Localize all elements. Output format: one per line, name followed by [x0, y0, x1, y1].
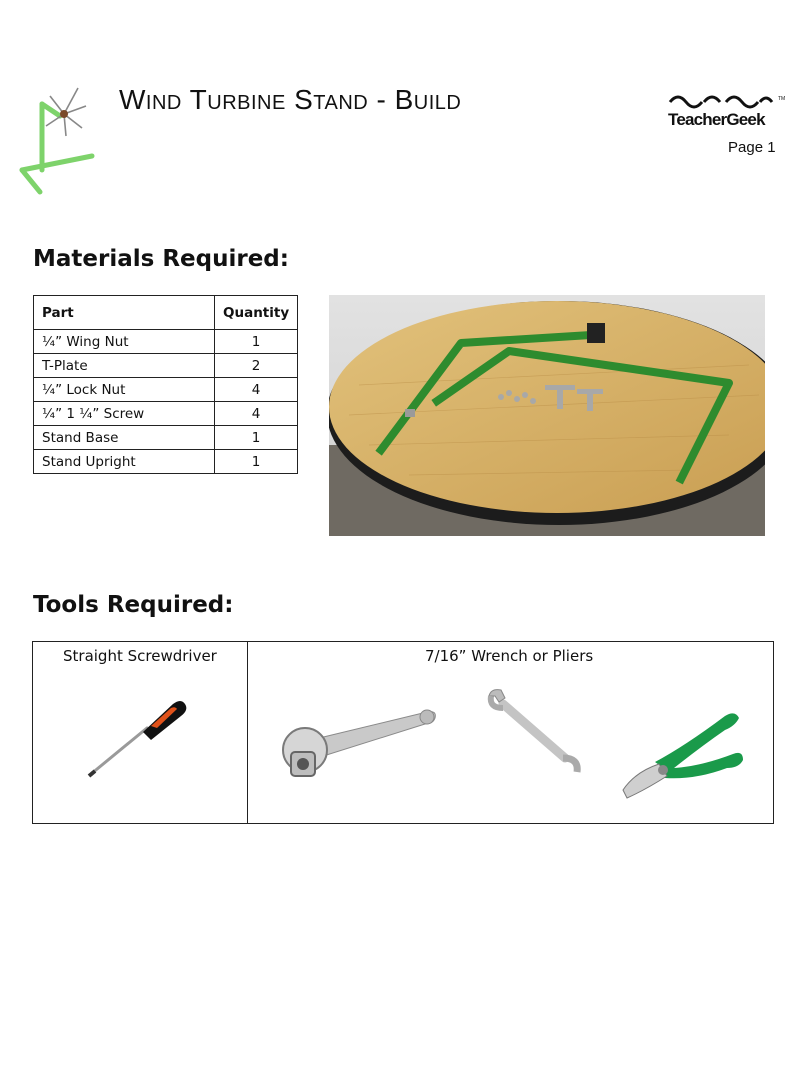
svg-text:TeacherGeek: TeacherGeek	[668, 110, 765, 129]
part-cell: T-Plate	[34, 354, 215, 378]
table-row	[34, 450, 298, 474]
table-header-row	[34, 296, 298, 330]
tool-label-screwdriver: Straight Screwdriver	[63, 647, 217, 665]
materials-table	[33, 295, 298, 474]
tool-label-wrench-pliers: 7/16” Wrench or Pliers	[425, 647, 594, 665]
quantity-cell: 1	[215, 330, 298, 354]
tools-table	[32, 641, 774, 824]
part-cell: Stand Base	[34, 426, 215, 450]
part-cell: ¼” 1 ¼” Screw	[34, 402, 215, 426]
pliers-image	[615, 706, 745, 802]
part-cell: Stand Upright	[34, 450, 215, 474]
column-header-quantity: Quantity	[215, 296, 298, 330]
table-row	[34, 354, 298, 378]
materials-photo	[329, 295, 765, 536]
quantity-cell: 4	[215, 378, 298, 402]
table-row	[34, 330, 298, 354]
page-number: Page 1	[728, 139, 776, 156]
quantity-cell: 2	[215, 354, 298, 378]
table-row	[34, 402, 298, 426]
quantity-cell: 1	[215, 450, 298, 474]
tools-heading: Tools Required:	[33, 592, 234, 618]
ratchet-wrench-image	[277, 702, 439, 782]
document-title: Wind Turbine Stand - Build	[119, 84, 462, 115]
tools-column-divider	[247, 642, 248, 823]
svg-text:TM: TM	[778, 96, 786, 102]
wind-turbine-stand-illustration	[14, 84, 104, 196]
table-row	[34, 426, 298, 450]
quantity-cell: 1	[215, 426, 298, 450]
part-cell: ¼” Lock Nut	[34, 378, 215, 402]
column-header-part: Part	[34, 296, 215, 330]
teachergeek-logo	[664, 92, 788, 132]
part-cell: ¼” Wing Nut	[34, 330, 215, 354]
screwdriver-image	[85, 692, 195, 780]
open-end-wrench-image	[483, 688, 587, 776]
materials-heading: Materials Required:	[33, 246, 289, 272]
quantity-cell: 4	[215, 402, 298, 426]
table-row	[34, 378, 298, 402]
